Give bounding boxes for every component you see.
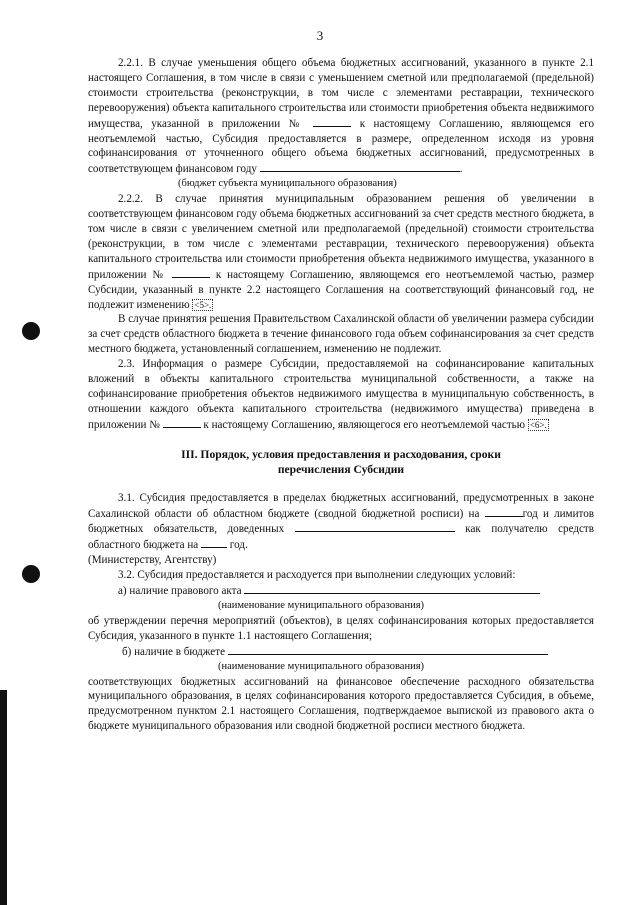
- blank-appendix-number: [172, 267, 210, 278]
- blank-ministry: [295, 521, 455, 532]
- paragraph-3-2-a: а) наличие правового акта: [88, 583, 594, 599]
- paragraph-3-2-b-text: соответствующих бюджетных ассигнований на финансовое обеспечение расходного обязательства муниципального образования, в целях софинансирования которого предоставляется Субсидия, в объеме, предусмотренном пунктом 2.1 настоящего Соглашения, подтверждаемое выпиской из правового акта о бюджете муниципального образования или сводной бюджетной росписи местного бюджета.: [88, 675, 594, 733]
- paragraph-3-2-b: б) наличие в бюджете: [88, 644, 594, 660]
- caption-ministry: (Министерству, Агентству): [88, 554, 217, 567]
- caption-budget-subject: (бюджет субъекта муниципального образования): [178, 178, 397, 190]
- blank-appendix-number: [313, 116, 351, 127]
- blank-year: [201, 537, 227, 548]
- punch-hole-top: [22, 322, 40, 340]
- paragraph-2-2-1: 2.2.1. В случае уменьшения общего объема бюджетных ассигнований, указанного в пункте 2.1 настоящего Соглашения, в том числе в связи с уменьшением сметной или предполагаемой (предельной) стоимости строительства (реконструкции, в том числе с элементами реставрации, технического перевооружения) объекта капитального строительства или стоимости приобретения объекта недвижимого имущества, указанной в приложении № к настоящему Соглашению, являющемся его неотъемлемой частью, Субсидия предоставляется в размере, определенном исходя из уровня софинансирования от уточненного общего объема бюджетных ассигнований, предусмотренных в соответствующем финансовом году .: [88, 57, 594, 176]
- blank-appendix-number: [163, 417, 201, 428]
- caption-municipality-name: (наименование муниципального образования): [218, 660, 425, 672]
- caption-municipality-name: (наименование муниципального образования): [218, 600, 425, 611]
- footnote-stamp-6: <6>.: [529, 419, 547, 430]
- document-body: [88, 56, 594, 734]
- blank-municipality-name: [244, 583, 540, 594]
- paragraph-subsidy-increase: В случае принятия решения Правительством Сахалинской области об увеличении размера субсидии за счет средств областного бюджета в течение финансового года объем софинансирования за счет средств местного бюджета, установленный соглашением, изменению не подлежит.: [88, 313, 594, 356]
- blank-municipality-name: [228, 644, 548, 655]
- paragraph-3-2-a-text: об утверждении перечня мероприятий (объектов), в целях софинансирования которых предоставляется Субсидия, указанного в пункте 1.1 настоящего Соглашения;: [88, 614, 594, 642]
- paragraph-3-1: 3.1. Субсидия предоставляется в пределах бюджетных ассигнований, предусмотренных в законе Сахалинской области об областном бюджете (сводной бюджетной росписи) на год и лимитов бюджетных обязательств, доведенных как получателю средств областного бюджета на год.: [88, 491, 595, 552]
- punch-hole-bottom: [22, 565, 40, 583]
- scan-edge-shadow: [0, 690, 7, 905]
- page-number: 3: [316, 28, 324, 43]
- footnote-stamp-5: <5>.: [194, 299, 212, 310]
- paragraph-2-3: 2.3. Информация о размере Субсидии, предоставляемой на софинансирование капитальных вложений в объекты капитального строительства муниципальной собственности, а также на софинансирование приобретения объектов недвижимого имущества в муниципальную собственность, в отношении каждого объекта капитального строительства (недвижимого имущества) приведена в приложении № к настоящему Соглашению, являющегося его неотъемлемой частью <6>.: [88, 358, 594, 431]
- blank-year: [485, 506, 523, 517]
- section-heading: III. Порядок, условия предоставления и расходования, сроки перечисления Субсидии: [181, 447, 501, 476]
- paragraph-3-2: 3.2. Субсидия предоставляется и расходуется при выполнении следующих условий:: [118, 569, 516, 582]
- blank-budget-subject: [260, 161, 460, 172]
- paragraph-2-2-2: 2.2.2. В случае принятия муниципальным образованием решения об увеличении в соответствующем финансовом году объема бюджетных ассигнований за счет средств местного бюджета, в том числе в связи с увеличением сметной или предполагаемой (предельной) стоимости строительства (реконструкции, в том числе с элементами реставрации, технического перевооружения) объекта капитального строительства или стоимости приобретения объекта недвижимого имущества, указанного в приложении № к настоящему Соглашению, являющемся его неотъемлемой частью, размер Субсидии, указанный в пункте 2.2 настоящего Соглашения на соответствующий финансовый год, не подлежит изменению <5>.: [88, 193, 594, 311]
